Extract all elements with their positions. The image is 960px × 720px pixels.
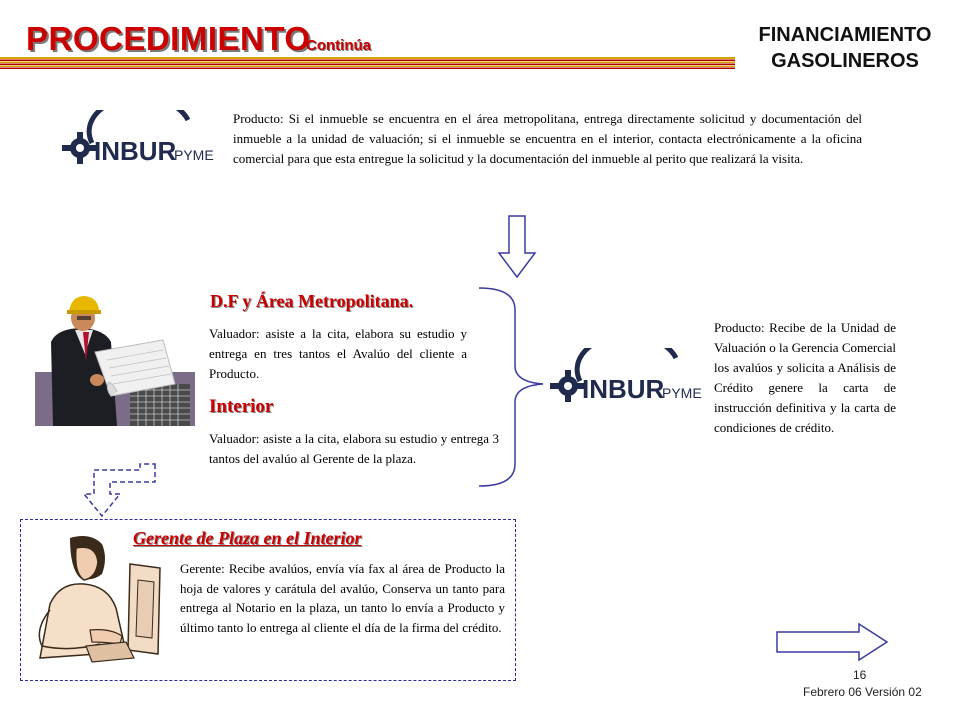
df-paragraph: Valuador: asiste a la cita, elabora su estudio y entrega en tres tantos el Avalúo del cliente a Producto. bbox=[209, 326, 467, 381]
interior-paragraph: Valuador: asiste a la cita, elabora su estudio y entrega 3 tantos del avalúo al Gerente de la plaza. bbox=[209, 431, 499, 466]
header-stripes bbox=[0, 57, 735, 69]
section-label-line2: GASOLINEROS bbox=[771, 50, 919, 72]
page-number: 16 bbox=[853, 668, 867, 682]
inburpyme-logo-top bbox=[58, 110, 226, 176]
version-label: Febrero 06 Versión 02 bbox=[803, 685, 922, 699]
gerente-heading: Gerente de Plaza en el Interior bbox=[133, 528, 362, 548]
office-worker-clipart-icon bbox=[30, 534, 172, 666]
svg-text:PYME: PYME bbox=[174, 147, 214, 163]
down-arrow-icon bbox=[497, 215, 537, 279]
page-title: PROCEDIMIENTO bbox=[26, 20, 311, 57]
svg-text:INBUR: INBUR bbox=[582, 374, 665, 404]
section-label bbox=[735, 22, 955, 74]
gerente-paragraph: Gerente: Recibe avalúos, envía vía fax al área de Producto la hoja de valores y carátula del avalúo, Conserva un tanto para entrega al Notario en la plaza, un tanto lo envía a Producto y último tanto lo entrega al cliente el día de la firma del crédito. bbox=[180, 561, 505, 635]
section-label-line1: FINANCIAMIENTO bbox=[758, 24, 932, 46]
svg-text:PYME: PYME bbox=[662, 385, 702, 401]
elbow-arrow-icon bbox=[80, 462, 160, 518]
intro-paragraph: Producto: Si el inmueble se encuentra en el área metropolitana, entrega directamente solicitud y documentación del inmueble a la unidad de valuación; si el inmueble se encuentra en el interior, contacta electrónicamente a la oficina comercial para que esta entregue la solicitud y la documentación del inmueble al perito que realizará la visita. bbox=[233, 111, 862, 166]
engineer-clipart-icon bbox=[35, 292, 195, 426]
df-heading: D.F y Área Metropolitana. bbox=[210, 291, 414, 311]
right-arrow-icon bbox=[775, 622, 891, 662]
inburpyme-logo-icon bbox=[58, 110, 226, 176]
inburpyme-logo-icon bbox=[546, 348, 714, 414]
inburpyme-logo-middle bbox=[546, 348, 714, 414]
svg-text:INBUR: INBUR bbox=[94, 136, 177, 166]
page-subtitle: Continúa bbox=[306, 37, 371, 54]
interior-heading: Interior bbox=[209, 396, 274, 417]
right-paragraph: Producto: Recibe de la Unidad de Valuación o la Gerencia Comercial los avalúos y solicita a Análisis de Crédito genere la carta de instrucción definitiva y la carta de condiciones de crédito. bbox=[714, 320, 896, 435]
